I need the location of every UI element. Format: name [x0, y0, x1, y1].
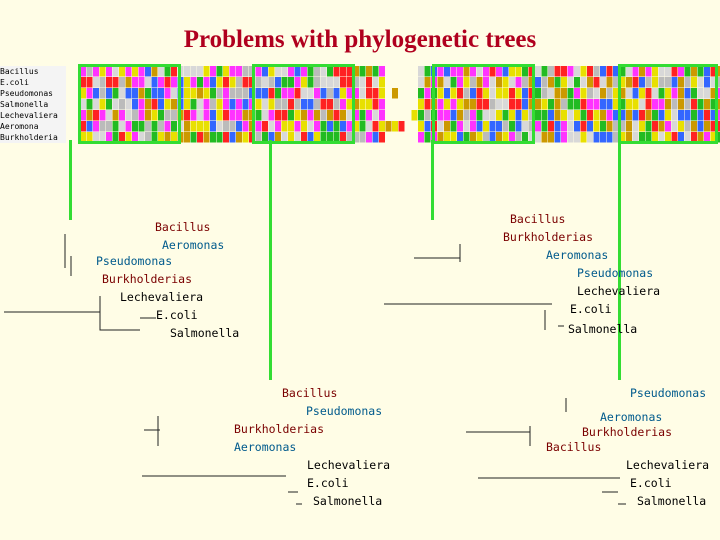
- tree3-leaf-label: E.coli: [307, 476, 349, 490]
- tree2-leaf-label: E.coli: [570, 302, 612, 316]
- tree1-leaf-label: Bacillus: [155, 220, 211, 234]
- tree4-leaf-label: Aeromonas: [600, 410, 663, 424]
- tree3-leaf-label: Salmonella: [313, 494, 383, 508]
- tree1-leaf-label: Salmonella: [170, 326, 240, 340]
- taxon-name: Pseudomonas: [0, 89, 53, 98]
- tree2-leaf-label: Burkholderias: [503, 230, 594, 244]
- taxon-name: Aeromona: [0, 122, 39, 131]
- tree3-leaf-label: Burkholderias: [234, 422, 325, 436]
- tree2-leaf-label: Pseudomonas: [577, 266, 654, 280]
- taxon-name: Bacillus: [0, 67, 39, 76]
- tree3-leaf-label: Lechevaliera: [307, 458, 391, 472]
- tree1-leaf-label: E.coli: [156, 308, 198, 322]
- tree2-leaf-label: Aeromonas: [546, 248, 609, 262]
- tree1-leaf-label: Burkholderias: [102, 272, 193, 286]
- taxon-name: Salmonella: [0, 100, 49, 109]
- tree2-leaf-label: Bacillus: [510, 212, 566, 226]
- tree4-leaf-label: E.coli: [630, 476, 672, 490]
- tree4-leaf-label: Bacillus: [546, 440, 602, 454]
- tree4-leaf-label: Burkholderias: [582, 425, 673, 439]
- tree4-leaf-label: Lechevaliera: [626, 458, 710, 472]
- slide-title: Problems with phylogenetic trees: [183, 26, 537, 53]
- tree4-leaf-label: Pseudomonas: [630, 386, 707, 400]
- tree3-leaf-label: Pseudomonas: [306, 404, 383, 418]
- tree4-leaf-label: Salmonella: [637, 494, 707, 508]
- tree3-leaf-label: Bacillus: [282, 386, 338, 400]
- tree1-leaf-label: Aeromonas: [162, 238, 225, 252]
- tree2-leaf-label: Lechevaliera: [577, 284, 661, 298]
- tree3-leaf-label: Aeromonas: [234, 440, 297, 454]
- taxon-name: Burkholderia: [0, 133, 58, 142]
- taxon-name: Lechevaliera: [0, 111, 58, 120]
- tree1-leaf-label: Lechevaliera: [120, 290, 204, 304]
- taxon-name: E.coli: [0, 78, 29, 87]
- tree2-leaf-label: Salmonella: [568, 322, 638, 336]
- tree1-leaf-label: Pseudomonas: [96, 254, 173, 268]
